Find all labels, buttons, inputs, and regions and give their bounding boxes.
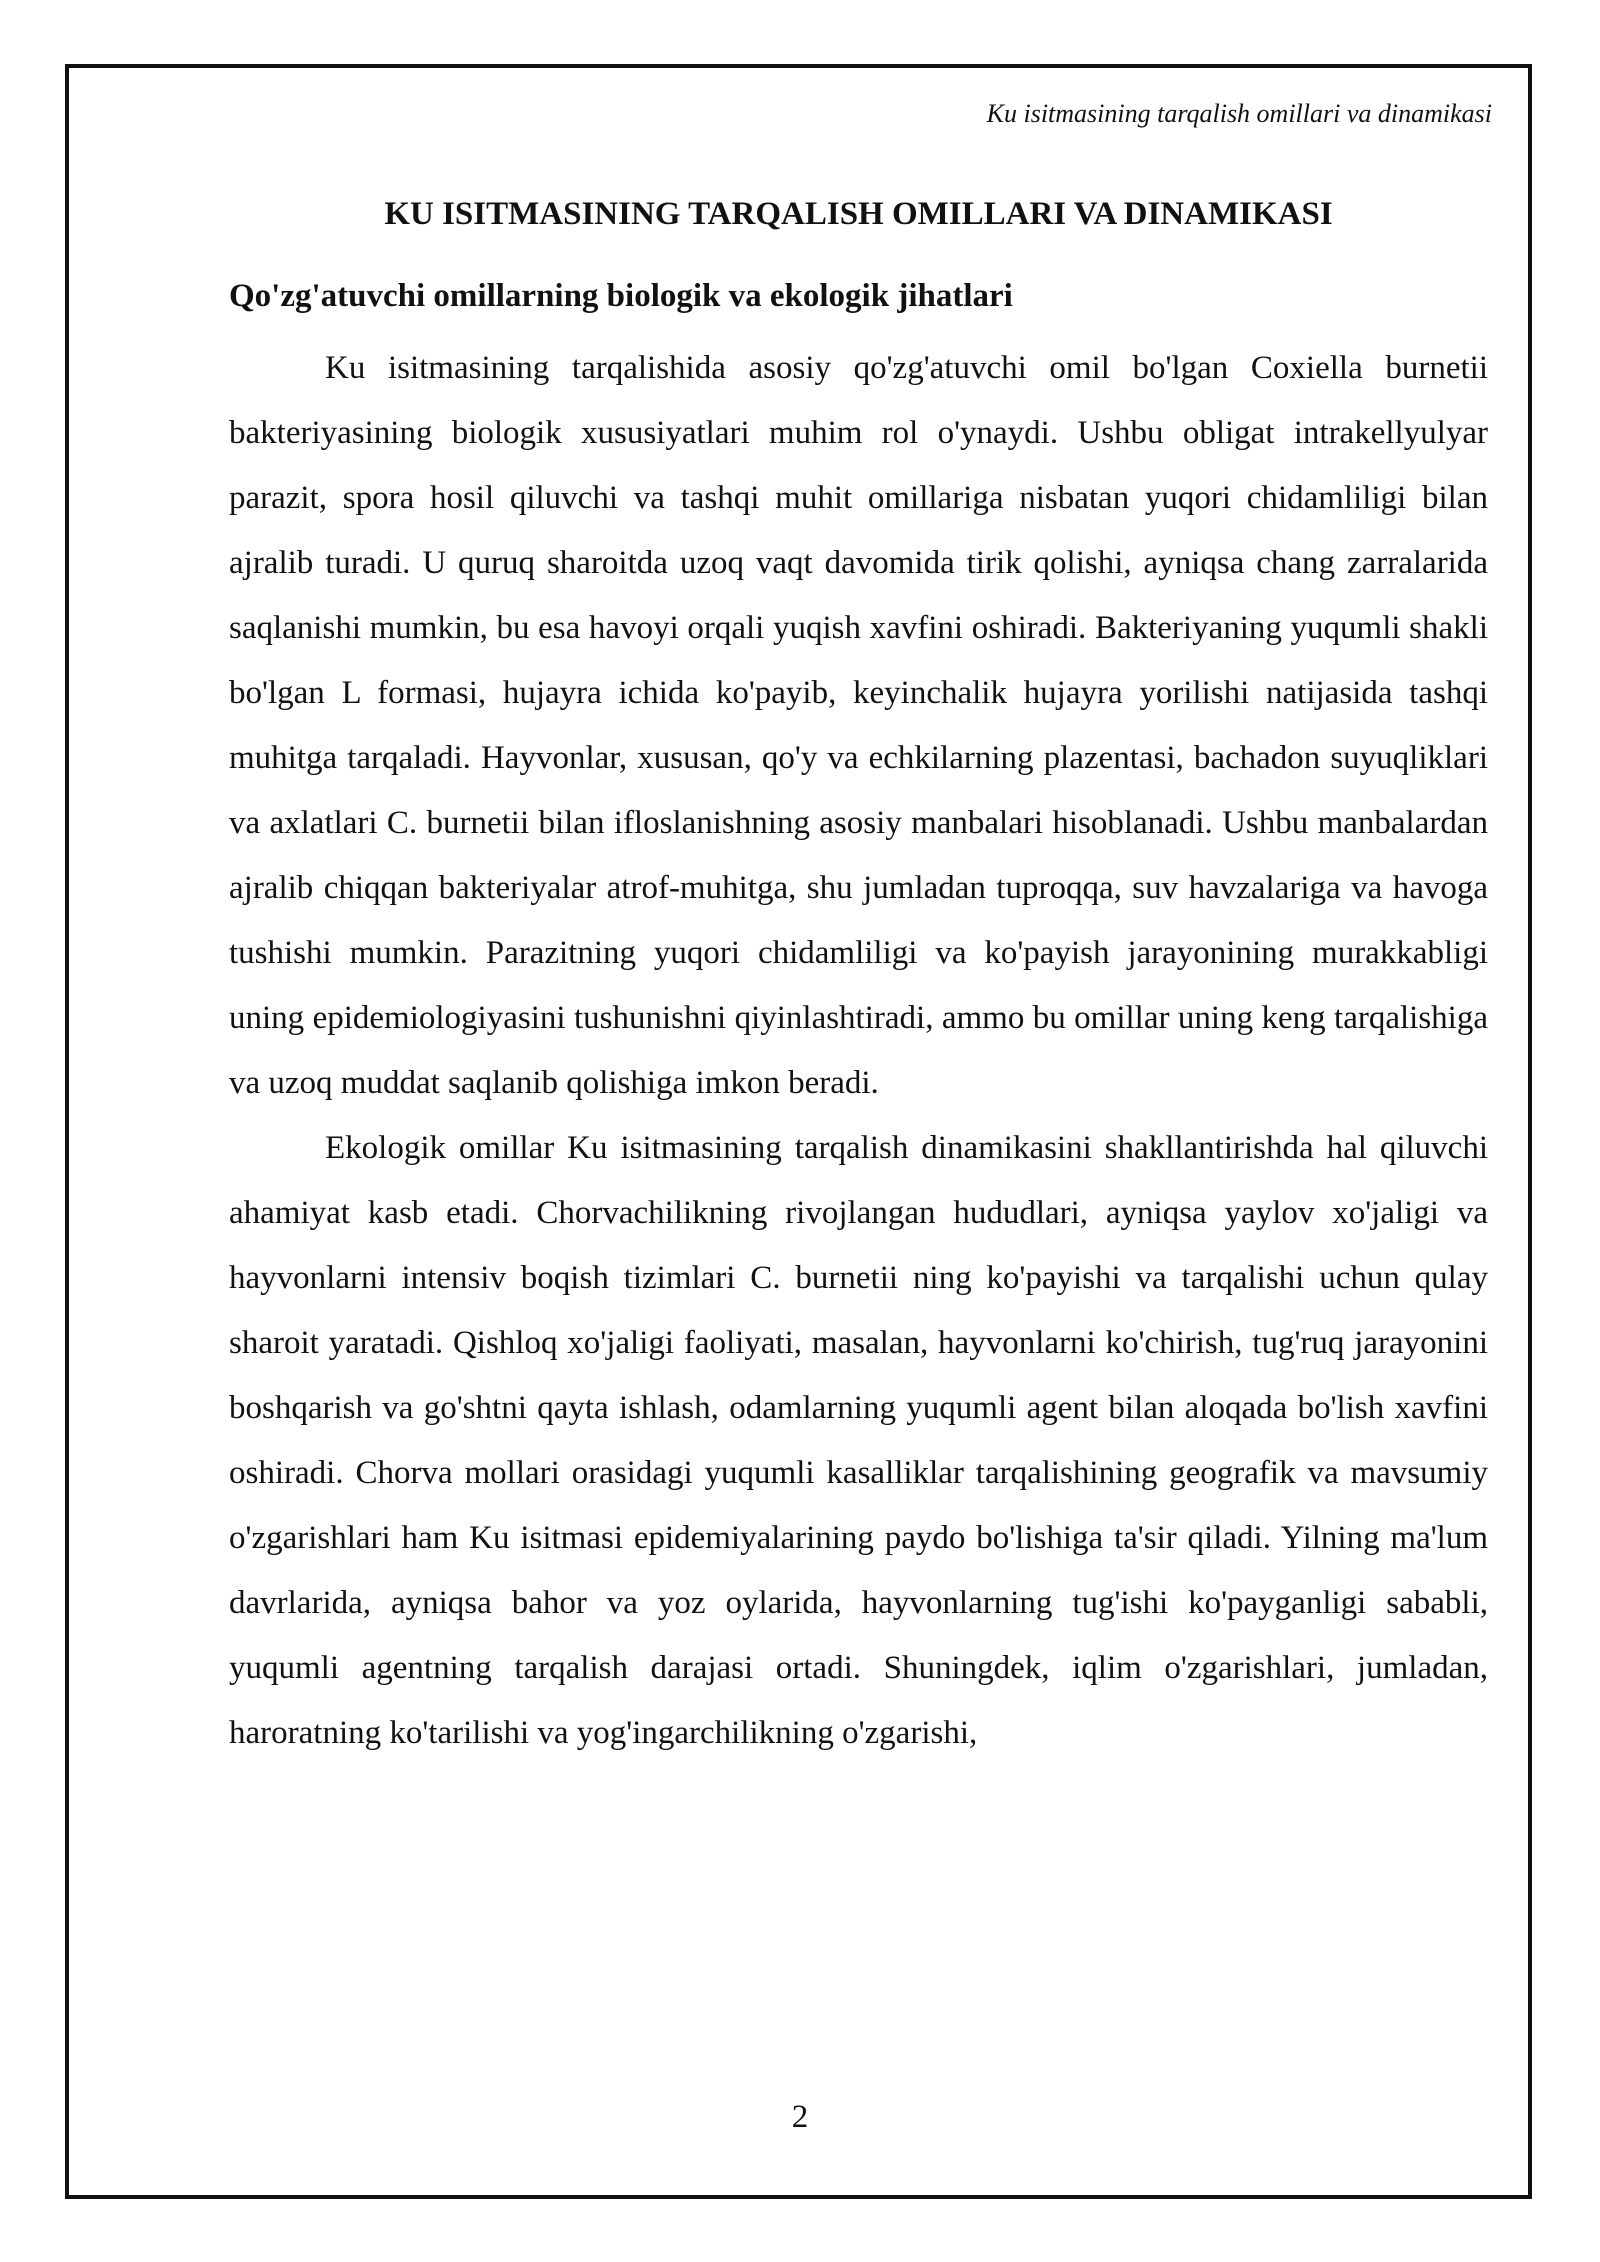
page-content <box>229 184 1488 1766</box>
document-title: KU ISITMASINING TARQALISH OMILLARI VA DINAMIKASI <box>384 196 1333 232</box>
body-paragraph: Ekologik omillar Ku isitmasining tarqalish dinamikasini shakllantirishda hal qiluvchi ahamiyat kasb etadi. Chorvachilikning rivojlangan hududlari, ayniqsa yaylov xo'jaligi va hayvonlarni intensiv boqish tizimlari C. burnetii ning ko'payishi va tarqalishi uchun qulay sharoit yaratadi. Qishloq xo'jaligi faoliyati, masalan, hayvonlarni ko'chirish, tug'ruq jarayonini boshqarish va go'shtni qayta ishlash, odamlarning yuqumli agent bilan aloqada bo'lish xavfini oshiradi. Chorva mollari orasidagi yuqumli kasalliklar tarqalishining geografik va mavsumiy o'zgarishlari ham Ku isitmasi epidemiyalarining paydo bo'lishiga ta'sir qiladi. Yilning ma'lum davrlarida, ayniqsa bahor va yoz oylarida, hayvonlarning tug'ishi ko'payganligi sababli, yuqumli agentning tarqalish darajasi ortadi. Shuningdek, iqlim o'zgarishlari, jumladan, haroratning ko'tarilishi va yog'ingarchilikning o'zgarishi, <box>229 1130 1488 1751</box>
running-header: Ku isitmasining tarqalish omillari va dinamikasi <box>986 99 1492 128</box>
section-heading: Qo'zg'atuvchi omillarning biologik va ekologik jihatlari <box>229 278 1013 314</box>
body-paragraph: Ku isitmasining tarqalishida asosiy qo'zg'atuvchi omil bo'lgan Coxiella burnetii bakteriyasining biologik xususiyatlari muhim rol o'ynaydi. Ushbu obligat intrakellyulyar parazit, spora hosil qiluvchi va tashqi muhit omillariga nisbatan yuqori chidamliligi bilan ajralib turadi. U quruq sharoitda uzoq vaqt davomida tirik qolishi, ayniqsa chang zarralarida saqlanishi mumkin, bu esa havoyi orqali yuqish xavfini oshiradi. Bakteriyaning yuqumli shakli bo'lgan L formasi, hujayra ichida ko'payib, keyinchalik hujayra yorilishi natijasida tashqi muhitga tarqaladi. Hayvonlar, xususan, qo'y va echkilarning plazentasi, bachadon suyuqliklari va axlatlari C. burnetii bilan ifloslanishning asosiy manbalari hisoblanadi. Ushbu manbalardan ajralib chiqqan bakteriyalar atrof-muhitga, shu jumladan tuproqqa, suv havzalariga va havoga tushishi mumkin. Parazitning yuqori chidamliligi va ko'payish jarayonining murakkabligi uning epidemiologiyasini tushunishni qiyinlashtiradi, ammo bu omillar uning keng tarqalishiga va uzoq muddat saqlanib qolishiga imkon beradi. <box>229 350 1488 1101</box>
page-number: 2 <box>791 2099 809 2135</box>
